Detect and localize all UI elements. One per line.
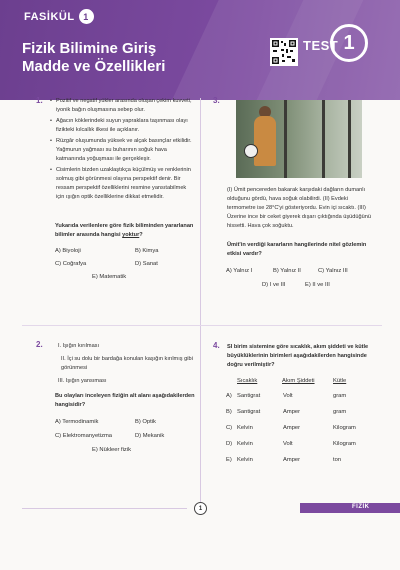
option-b[interactable]: B) Kimya (135, 248, 159, 254)
row-divider (22, 325, 382, 326)
option-e[interactable]: E) Nükleer fizik (92, 447, 131, 453)
subject-band (300, 503, 400, 513)
test-number: 1 (330, 24, 368, 62)
title-line-1: Fizik Bilimine Giriş (22, 40, 157, 57)
column-divider (200, 98, 201, 503)
footer-divider (22, 508, 187, 509)
list-item: • Pozitif ve negatif yükler arasında oluşan çekim kuvveti, iyonik bağın oluşmasına sebep olur. (50, 98, 192, 113)
fascicle-text: FASİKÜL (24, 10, 75, 23)
title-line-2: Madde ve Özellikleri (22, 58, 166, 75)
fascicle-label (24, 9, 94, 24)
question-1-number: 1. (36, 96, 43, 105)
option-d[interactable]: D) I ve III (262, 282, 286, 288)
table-cell: Volt (283, 441, 293, 447)
option-label: E) (226, 457, 232, 463)
option-b[interactable]: B) Optik (135, 419, 156, 425)
question-3-number: 3. (213, 96, 220, 105)
option-label: A) (226, 393, 232, 399)
question-4-stem: SI birim sistemine göre sıcaklık, akım şiddeti ve kütle büyüklüklerinin birimleri aşağıdakilerden hangisinde doğru verilmiştir? (227, 344, 369, 368)
table-cell: Amper (283, 409, 301, 415)
header-current: Akım Şiddeti (282, 378, 315, 384)
question-2-stem: Bu olayları inceleyen fiziğin alt alanı aşağıdakilerden hangisidir? (55, 393, 195, 408)
table-cell: Santigrat (237, 393, 261, 399)
table-cell: Kelvin (237, 457, 253, 463)
question-1-bullets (50, 97, 195, 204)
table-cell: Amper (283, 425, 301, 431)
table-cell: Kelvin (237, 425, 253, 431)
option-label: B) (226, 409, 232, 415)
list-item: I. Işığın kırılması (58, 343, 100, 349)
qr-code-icon[interactable] (270, 38, 298, 66)
header-mass: Kütle (333, 378, 347, 384)
table-cell: ton (333, 457, 342, 463)
option-a[interactable]: A) Biyoloji (55, 248, 81, 254)
question-2-items (58, 342, 195, 386)
list-item: III. Işığın yansıması (58, 378, 107, 384)
table-cell: Kilogram (333, 425, 356, 431)
subject-label: FİZİK (352, 504, 370, 510)
option-d[interactable]: D) Sanat (135, 261, 158, 267)
option-e[interactable]: E) II ve III (305, 282, 330, 288)
table-cell: Amper (283, 457, 301, 463)
option-c[interactable]: C) Elektromanyetizma (55, 433, 113, 439)
option-e[interactable]: E) Matematik (92, 274, 127, 280)
option-c[interactable]: C) Yalnız III (318, 268, 348, 274)
table-cell: Kelvin (237, 441, 253, 447)
list-item: II. İçi su dolu bir bardağa konulan kaşığın kırılmış gibi görünmesi (61, 356, 193, 371)
test-label: TEST (303, 38, 339, 53)
question-1-stem: Yukarıda verilenlere göre fizik biliminden yararlanan bilimler arasında hangisi yoktur? (55, 223, 194, 238)
table-cell: gram (333, 393, 347, 399)
option-label: C) (226, 425, 233, 431)
list-item: • Cisimlerin bizden uzaklaştıkça küçülmüş ve renklerinin solmuş gibi görünmesi olayına perspektif denir. Bir ressam perspektif özelliklerini resmine yansıtabilmek için ışığın optik özelliklerine dikkat etmelidir. (50, 167, 191, 200)
page-number: 1 (194, 502, 207, 515)
question-4-number: 4. (213, 341, 220, 350)
header-temperature: Sıcaklık (237, 378, 258, 384)
question-3-stem: Ümit'in verdiği kararların hangilerinde nitel gözlemin etkisi vardır? (227, 242, 367, 257)
option-d[interactable]: D) Mekanik (135, 433, 165, 439)
option-b[interactable]: B) Yalnız II (273, 268, 301, 274)
fascicle-number: 1 (79, 9, 94, 24)
window-photo (236, 100, 362, 178)
table-cell: gram (333, 409, 347, 415)
table-cell: Kilogram (333, 441, 356, 447)
list-item: • Ağacın köklerindeki suyun yapraklara taşınması olayı fizikteki kılcallık ilkesi ile açıklanır. (50, 118, 188, 133)
header-band (0, 0, 400, 100)
option-a[interactable]: A) Termodinamik (55, 419, 99, 425)
table-cell: Volt (283, 393, 293, 399)
page-title (22, 40, 222, 76)
table-cell: Santigrat (237, 409, 261, 415)
option-a[interactable]: A) Yalnız I (226, 268, 253, 274)
list-item: • Rüzgâr oluşumunda yüksek ve alçak basınçlar etkilidir. Yağmurun yağması su buharının soğuk hava katmanında yoğuşması ile gerçekleşir. (50, 138, 192, 162)
question-2-number: 2. (36, 340, 43, 349)
option-c[interactable]: C) Coğrafya (55, 261, 87, 267)
option-label: D) (226, 441, 233, 447)
question-3-text: (I) Ümit pencereden bakarak karşıdaki dağların dumanlı olduğunu gördü, hava soğuk olabilirdi. (II) Evdeki termometre ise 28°C'yi gösteriyordu. Evin içi sıcaktı. (III) Üzerine ince bir ceket giyerek dışarı çıktığında üşüdüğünü hissetti. Hava çok soğuktu. (227, 187, 371, 229)
